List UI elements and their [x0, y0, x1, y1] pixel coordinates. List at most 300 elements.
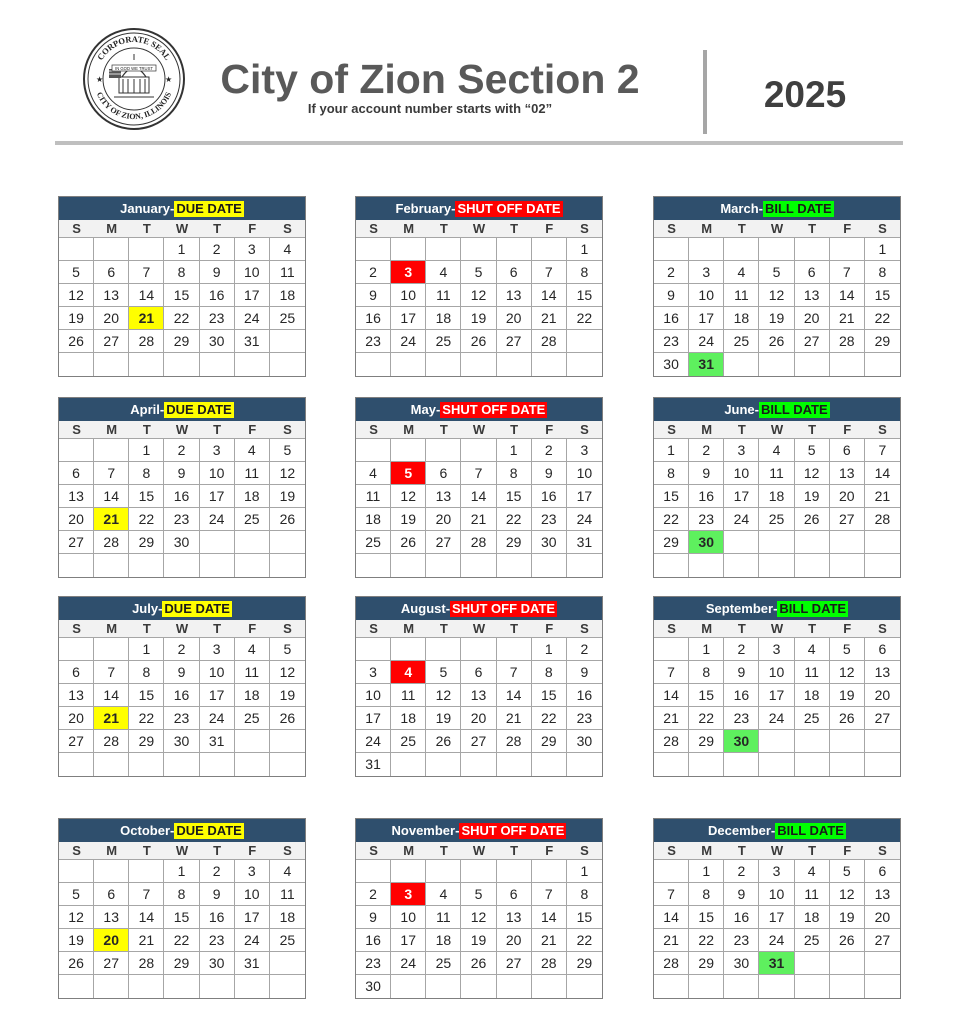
- month-name: June-: [724, 402, 759, 417]
- day-cell: 14: [461, 485, 496, 508]
- day-cell: 3: [567, 439, 602, 462]
- empty-day-cell: [129, 554, 164, 577]
- empty-day-cell: [532, 975, 567, 998]
- empty-day-cell: [200, 753, 235, 776]
- empty-day-cell: [129, 353, 164, 376]
- day-cell: 20: [795, 307, 830, 330]
- day-cell: 15: [654, 485, 689, 508]
- day-cell: 9: [724, 661, 759, 684]
- weekday-header: T: [724, 220, 759, 238]
- day-cell: 15: [865, 284, 900, 307]
- empty-day-cell: [532, 353, 567, 376]
- empty-day-cell: [164, 753, 199, 776]
- day-cell: 6: [865, 638, 900, 661]
- weekday-header: T: [497, 842, 532, 860]
- empty-day-cell: [461, 975, 496, 998]
- empty-day-cell: [689, 975, 724, 998]
- weekday-header: T: [795, 421, 830, 439]
- day-cell: 7: [865, 439, 900, 462]
- weekday-header: M: [94, 421, 129, 439]
- empty-day-cell: [724, 238, 759, 261]
- day-cell: 28: [654, 952, 689, 975]
- day-cell: 23: [356, 952, 391, 975]
- day-cell: 22: [865, 307, 900, 330]
- weekday-header: F: [830, 842, 865, 860]
- weekday-header: S: [865, 421, 900, 439]
- bill-date-label: BILL DATE: [764, 200, 832, 216]
- day-cell: 16: [567, 684, 602, 707]
- day-cell: 17: [200, 684, 235, 707]
- month-header: [59, 398, 305, 421]
- day-cell: 5: [795, 439, 830, 462]
- day-cell: 27: [830, 508, 865, 531]
- day-cell: 14: [532, 284, 567, 307]
- day-cell: 18: [270, 284, 305, 307]
- day-cell: 2: [532, 439, 567, 462]
- weekday-header: M: [94, 842, 129, 860]
- day-cell: 26: [391, 531, 426, 554]
- weekday-header: S: [865, 842, 900, 860]
- empty-day-cell: [795, 952, 830, 975]
- empty-day-cell: [759, 554, 794, 577]
- weekday-header: M: [391, 220, 426, 238]
- weekday-header: M: [689, 842, 724, 860]
- empty-day-cell: [59, 753, 94, 776]
- day-cell: 18: [795, 906, 830, 929]
- day-cell: 1: [567, 238, 602, 261]
- day-cell: 2: [164, 439, 199, 462]
- weekday-header: S: [356, 421, 391, 439]
- day-cell: 4: [270, 238, 305, 261]
- day-cell: 29: [689, 952, 724, 975]
- empty-day-cell: [270, 531, 305, 554]
- day-cell: 28: [532, 952, 567, 975]
- day-cell: 15: [567, 284, 602, 307]
- weekday-header: T: [724, 842, 759, 860]
- bill-date-label: BILL DATE: [777, 822, 844, 838]
- day-cell: 12: [830, 661, 865, 684]
- weekday-header: T: [129, 620, 164, 638]
- svg-text:★: ★: [96, 75, 104, 84]
- day-cell: 5: [426, 661, 461, 684]
- empty-day-cell: [426, 638, 461, 661]
- empty-day-cell: [830, 238, 865, 261]
- day-cell: 18: [391, 707, 426, 730]
- empty-day-cell: [426, 753, 461, 776]
- weekday-header: W: [759, 220, 794, 238]
- day-cell: 18: [235, 485, 270, 508]
- empty-day-cell: [830, 531, 865, 554]
- month-calendar: [653, 596, 901, 777]
- weekday-header: T: [129, 220, 164, 238]
- empty-day-cell: [532, 238, 567, 261]
- day-cell: 29: [129, 531, 164, 554]
- empty-day-cell: [59, 353, 94, 376]
- day-cell: 13: [497, 284, 532, 307]
- seal-bottom-text: CITY OF ZION, ILLINOIS: [94, 90, 174, 122]
- day-cell: 23: [532, 508, 567, 531]
- day-cell: 5: [830, 638, 865, 661]
- day-cell: 9: [356, 284, 391, 307]
- day-cell: 1: [129, 638, 164, 661]
- day-cell: 19: [461, 307, 496, 330]
- day-cell: 23: [200, 307, 235, 330]
- weekday-header: W: [164, 620, 199, 638]
- month-calendar: [653, 818, 901, 999]
- day-cell: 13: [59, 684, 94, 707]
- city-seal-logo: [82, 27, 186, 131]
- day-cell: 10: [567, 462, 602, 485]
- day-cell: 7: [532, 883, 567, 906]
- weekday-header: S: [270, 842, 305, 860]
- day-cell: 3: [759, 638, 794, 661]
- day-cell: 10: [689, 284, 724, 307]
- empty-day-cell: [759, 353, 794, 376]
- empty-day-cell: [795, 730, 830, 753]
- day-cell: 1: [689, 860, 724, 883]
- empty-day-cell: [129, 975, 164, 998]
- month-header: [59, 197, 305, 220]
- day-cell: 6: [830, 439, 865, 462]
- empty-day-cell: [461, 860, 496, 883]
- weekday-header: S: [270, 620, 305, 638]
- day-cell: 9: [724, 883, 759, 906]
- day-cell: 28: [461, 531, 496, 554]
- day-cell: 11: [270, 261, 305, 284]
- day-cell: 3: [200, 638, 235, 661]
- day-cell: 6: [59, 462, 94, 485]
- weekday-header: T: [795, 842, 830, 860]
- day-cell: 6: [94, 883, 129, 906]
- empty-day-cell: [356, 353, 391, 376]
- svg-text:★: ★: [165, 75, 173, 84]
- day-cell: 26: [270, 707, 305, 730]
- empty-day-cell: [830, 730, 865, 753]
- day-cell: 23: [164, 707, 199, 730]
- day-cell: 28: [830, 330, 865, 353]
- empty-day-cell: [654, 975, 689, 998]
- day-cell: 24: [724, 508, 759, 531]
- month-grid: [356, 421, 602, 577]
- weekday-header: S: [567, 842, 602, 860]
- month-calendar: [355, 818, 603, 999]
- day-cell: 25: [759, 508, 794, 531]
- day-cell: 11: [426, 284, 461, 307]
- weekday-header: W: [164, 421, 199, 439]
- empty-day-cell: [391, 238, 426, 261]
- day-cell: 19: [270, 684, 305, 707]
- day-cell: 4: [235, 439, 270, 462]
- empty-day-cell: [356, 439, 391, 462]
- day-cell: 29: [129, 730, 164, 753]
- day-cell: 24: [567, 508, 602, 531]
- day-cell: 22: [689, 929, 724, 952]
- day-cell: 19: [426, 707, 461, 730]
- day-cell: 8: [689, 883, 724, 906]
- day-cell: 28: [129, 952, 164, 975]
- day-cell: 26: [270, 508, 305, 531]
- due-date-cell: 20: [94, 929, 129, 952]
- day-cell: 28: [94, 730, 129, 753]
- empty-day-cell: [270, 730, 305, 753]
- empty-day-cell: [59, 975, 94, 998]
- empty-day-cell: [830, 554, 865, 577]
- empty-day-cell: [567, 353, 602, 376]
- day-cell: 17: [391, 929, 426, 952]
- day-cell: 22: [164, 307, 199, 330]
- weekday-header: T: [426, 220, 461, 238]
- empty-day-cell: [164, 353, 199, 376]
- day-cell: 13: [830, 462, 865, 485]
- day-cell: 7: [129, 883, 164, 906]
- day-cell: 25: [356, 531, 391, 554]
- day-cell: 4: [426, 883, 461, 906]
- day-cell: 15: [164, 906, 199, 929]
- day-cell: 23: [567, 707, 602, 730]
- day-cell: 20: [497, 929, 532, 952]
- month-grid: [59, 421, 305, 577]
- day-cell: 29: [164, 952, 199, 975]
- month-header: [356, 597, 602, 620]
- weekday-header: W: [759, 842, 794, 860]
- day-cell: 17: [235, 284, 270, 307]
- day-cell: 17: [200, 485, 235, 508]
- weekday-header: F: [235, 842, 270, 860]
- day-cell: 14: [830, 284, 865, 307]
- month-header: [654, 197, 900, 220]
- day-cell: 29: [532, 730, 567, 753]
- day-cell: 16: [164, 684, 199, 707]
- empty-day-cell: [830, 975, 865, 998]
- day-cell: 11: [235, 462, 270, 485]
- weekday-header: T: [497, 220, 532, 238]
- month-calendar: [355, 196, 603, 377]
- day-cell: 27: [865, 707, 900, 730]
- day-cell: 8: [129, 661, 164, 684]
- weekday-header: S: [356, 620, 391, 638]
- empty-day-cell: [724, 353, 759, 376]
- empty-day-cell: [391, 860, 426, 883]
- weekday-header: T: [200, 842, 235, 860]
- empty-day-cell: [461, 238, 496, 261]
- day-cell: 20: [461, 707, 496, 730]
- day-cell: 26: [426, 730, 461, 753]
- day-cell: 23: [654, 330, 689, 353]
- day-cell: 13: [426, 485, 461, 508]
- day-cell: 1: [532, 638, 567, 661]
- day-cell: 25: [270, 307, 305, 330]
- day-cell: 11: [356, 485, 391, 508]
- empty-day-cell: [426, 975, 461, 998]
- day-cell: 30: [200, 330, 235, 353]
- day-cell: 31: [235, 330, 270, 353]
- day-cell: 2: [654, 261, 689, 284]
- weekday-header: W: [461, 220, 496, 238]
- empty-day-cell: [532, 554, 567, 577]
- empty-day-cell: [426, 439, 461, 462]
- day-cell: 1: [497, 439, 532, 462]
- day-cell: 15: [689, 684, 724, 707]
- day-cell: 13: [461, 684, 496, 707]
- day-cell: 31: [235, 952, 270, 975]
- weekday-header: M: [689, 421, 724, 439]
- day-cell: 24: [391, 330, 426, 353]
- bill-date-cell: 30: [689, 531, 724, 554]
- day-cell: 11: [426, 906, 461, 929]
- day-cell: 8: [689, 661, 724, 684]
- due-date-cell: 21: [129, 307, 164, 330]
- empty-day-cell: [795, 554, 830, 577]
- weekday-header: M: [391, 620, 426, 638]
- day-cell: 5: [461, 883, 496, 906]
- weekday-header: F: [532, 620, 567, 638]
- bill-date-label: BILL DATE: [779, 600, 847, 616]
- day-cell: 22: [164, 929, 199, 952]
- empty-day-cell: [391, 554, 426, 577]
- empty-day-cell: [830, 353, 865, 376]
- day-cell: 7: [830, 261, 865, 284]
- weekday-header: M: [94, 620, 129, 638]
- day-cell: 5: [461, 261, 496, 284]
- empty-day-cell: [759, 730, 794, 753]
- empty-day-cell: [235, 554, 270, 577]
- empty-day-cell: [689, 753, 724, 776]
- empty-day-cell: [795, 353, 830, 376]
- weekday-header: F: [830, 220, 865, 238]
- day-cell: 6: [94, 261, 129, 284]
- day-cell: 26: [830, 707, 865, 730]
- day-cell: 3: [235, 860, 270, 883]
- day-cell: 9: [654, 284, 689, 307]
- empty-day-cell: [497, 238, 532, 261]
- day-cell: 30: [356, 975, 391, 998]
- month-header: [356, 398, 602, 421]
- day-cell: 19: [830, 906, 865, 929]
- due-date-label: DUE DATE: [164, 600, 230, 616]
- weekday-header: S: [567, 620, 602, 638]
- weekday-header: T: [200, 421, 235, 439]
- month-grid: [59, 620, 305, 776]
- day-cell: 15: [532, 684, 567, 707]
- day-cell: 19: [759, 307, 794, 330]
- day-cell: 9: [200, 261, 235, 284]
- empty-day-cell: [270, 330, 305, 353]
- empty-day-cell: [129, 238, 164, 261]
- day-cell: 12: [59, 906, 94, 929]
- day-cell: 13: [59, 485, 94, 508]
- day-cell: 22: [567, 929, 602, 952]
- day-cell: 10: [200, 462, 235, 485]
- empty-day-cell: [654, 860, 689, 883]
- day-cell: 28: [129, 330, 164, 353]
- day-cell: 3: [724, 439, 759, 462]
- day-cell: 30: [200, 952, 235, 975]
- day-cell: 22: [689, 707, 724, 730]
- due-date-label: DUE DATE: [176, 200, 242, 216]
- empty-day-cell: [356, 860, 391, 883]
- day-cell: 1: [164, 860, 199, 883]
- day-cell: 4: [426, 261, 461, 284]
- day-cell: 25: [795, 929, 830, 952]
- day-cell: 4: [724, 261, 759, 284]
- day-cell: 2: [724, 860, 759, 883]
- day-cell: 5: [830, 860, 865, 883]
- day-cell: 3: [200, 439, 235, 462]
- day-cell: 6: [461, 661, 496, 684]
- day-cell: 26: [59, 330, 94, 353]
- day-cell: 8: [532, 661, 567, 684]
- weekday-header: W: [461, 421, 496, 439]
- empty-day-cell: [795, 238, 830, 261]
- day-cell: 6: [865, 860, 900, 883]
- day-cell: 14: [865, 462, 900, 485]
- empty-day-cell: [59, 860, 94, 883]
- day-cell: 14: [532, 906, 567, 929]
- weekday-header: W: [759, 421, 794, 439]
- shut-date-label: SHUT OFF DATE: [461, 822, 565, 838]
- day-cell: 19: [270, 485, 305, 508]
- empty-day-cell: [426, 238, 461, 261]
- day-cell: 10: [391, 906, 426, 929]
- day-cell: 12: [830, 883, 865, 906]
- day-cell: 22: [497, 508, 532, 531]
- month-calendar: [58, 596, 306, 777]
- day-cell: 14: [94, 485, 129, 508]
- month-name: August-: [400, 601, 451, 616]
- month-header: [59, 819, 305, 842]
- day-cell: 26: [461, 330, 496, 353]
- day-cell: 18: [356, 508, 391, 531]
- empty-day-cell: [94, 439, 129, 462]
- day-cell: 21: [654, 929, 689, 952]
- day-cell: 7: [497, 661, 532, 684]
- day-cell: 17: [235, 906, 270, 929]
- day-cell: 21: [830, 307, 865, 330]
- day-cell: 6: [59, 661, 94, 684]
- day-cell: 6: [497, 883, 532, 906]
- day-cell: 7: [654, 883, 689, 906]
- empty-day-cell: [391, 439, 426, 462]
- day-cell: 7: [94, 661, 129, 684]
- month-grid: [654, 421, 900, 577]
- day-cell: 9: [567, 661, 602, 684]
- empty-day-cell: [689, 238, 724, 261]
- day-cell: 17: [356, 707, 391, 730]
- empty-day-cell: [724, 753, 759, 776]
- day-cell: 6: [795, 261, 830, 284]
- empty-day-cell: [356, 638, 391, 661]
- empty-day-cell: [865, 753, 900, 776]
- bill-date-cell: 31: [689, 353, 724, 376]
- day-cell: 10: [235, 261, 270, 284]
- day-cell: 2: [724, 638, 759, 661]
- empty-day-cell: [654, 238, 689, 261]
- day-cell: 21: [461, 508, 496, 531]
- day-cell: 28: [532, 330, 567, 353]
- day-cell: 26: [759, 330, 794, 353]
- weekday-header: T: [724, 421, 759, 439]
- empty-day-cell: [759, 753, 794, 776]
- weekday-header: S: [59, 421, 94, 439]
- day-cell: 20: [59, 508, 94, 531]
- day-cell: 29: [567, 952, 602, 975]
- empty-day-cell: [235, 975, 270, 998]
- empty-day-cell: [830, 952, 865, 975]
- day-cell: 7: [532, 261, 567, 284]
- day-cell: 2: [567, 638, 602, 661]
- day-cell: 3: [235, 238, 270, 261]
- empty-day-cell: [235, 353, 270, 376]
